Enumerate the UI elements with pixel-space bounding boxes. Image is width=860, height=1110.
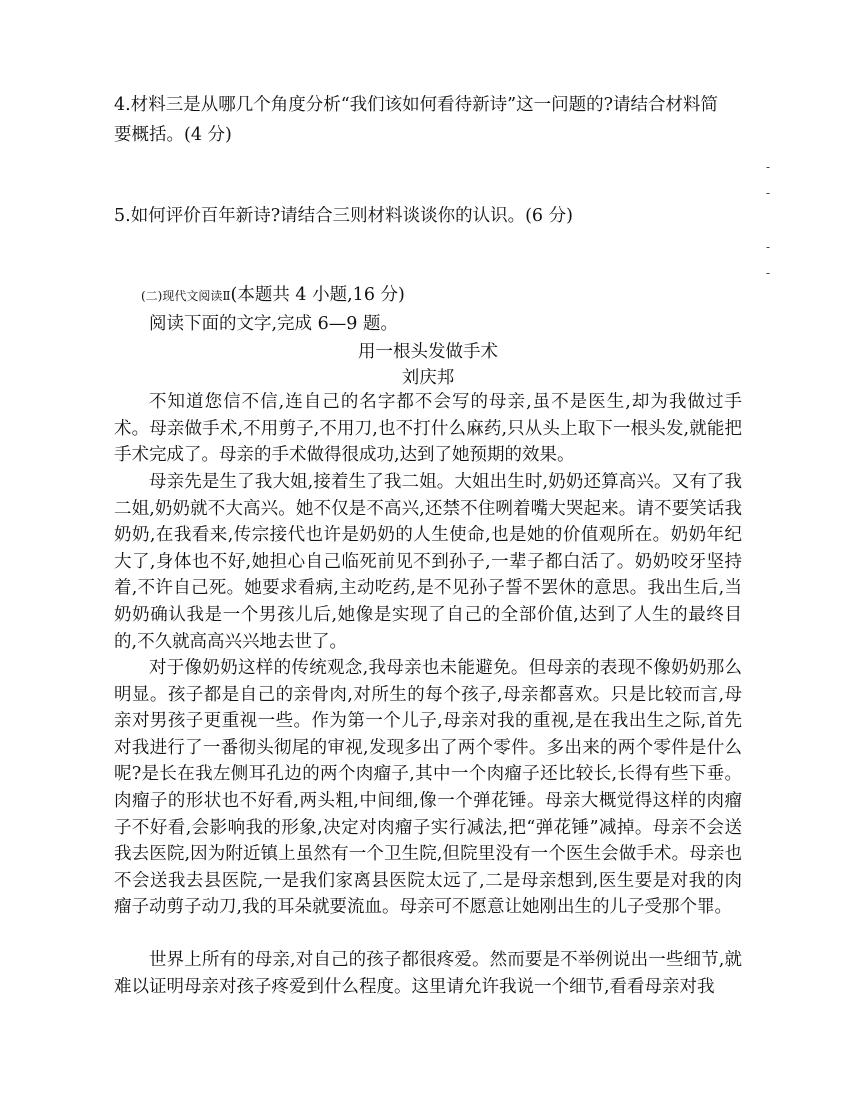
- question-4-line-1: 4.材料三是从哪几个角度分析“我们该如何看待新诗”这一问题的?请结合材料简: [114, 95, 718, 115]
- article-paragraph: 对于像奶奶这样的传统观念,我母亲也未能避免。但母亲的表现不像奶奶那么明显。孩子都是自己的亲骨肉,对所生的每个孩子,母亲都喜欢。只是比较而言,母亲对男孩子更重视一些。作为第一个儿子,母亲对我的重视,是在我出生之际,首先对我进行了一番彻头彻尾的审视,发现多出了两个零件。多出来的两个零件是什么呢?是长在我左侧耳孔边的两个肉瘤子,其中一个肉瘤子还比较长,长得有些下垂。肉瘤子的形状也不好看,两头粗,中间细,像一个弹花锤。母亲大概觉得这样的肉瘤子不好看,会影响我的形象,决定对肉瘤子实行减法,把“弹花锤”减掉。母亲不会送我去医院,因为附近镇上虽然有一个卫生院,但院里没有一个医生会做手术。母亲也不会送我去县医院,一是我们家离县医院太远了,二是母亲想到,医生要是对我的肉瘤子动剪子动刀,我的耳朵就要流血。母亲可不愿意让她刚出生的儿子受那个罪。: [114, 658, 742, 918]
- article-author: 刘庆邦: [401, 368, 455, 388]
- article-paragraph: 世界上所有的母亲,对自己的孩子都很疼爱。然而要是不举例说出一些细节,就难以证明母亲对孩子疼爱到什么程度。这里请允许我说一个细节,看看母亲对我: [114, 950, 742, 997]
- answer-line-mark: -: [766, 240, 771, 254]
- answer-line-mark: -: [766, 186, 771, 200]
- question-4-line-2: 要概括。(4 分): [114, 125, 232, 145]
- question-5: 5.如何评价百年新诗?请结合三则材料谈谈你的认识。(6 分): [114, 206, 573, 226]
- reading-instruction: 阅读下面的文字,完成 6—9 题。: [149, 314, 398, 334]
- section-heading-detail: (本题共 4 小题,16 分): [230, 285, 405, 305]
- section-heading: [141, 282, 781, 309]
- article-paragraph: 母亲先是生了我大姐,接着生了我二姐。大姐出生时,奶奶还算高兴。又有了我二姐,奶奶就不大高兴。她不仅是不高兴,还禁不住咧着嘴大哭起来。请不要笑话我奶奶,在我看来,传宗接代也许是奶奶的人生使命,也是她的价值观所在。奶奶年纪大了,身体也不好,她担心自己临死前见不到孙子,一辈子都白活了。奶奶咬牙坚持着,不许自己死。她要求看病,主动吃药,是不见孙子誓不罢休的意思。我出生后,当奶奶确认我是一个男孩儿后,她像是实现了自己的全部价值,达到了人生的最终目的,不久就高高兴兴地去世了。: [114, 472, 742, 652]
- article-paragraph: 不知道您信不信,连自己的名字都不会写的母亲,虽不是医生,却为我做过手术。母亲做手术,不用剪子,不用刀,也不打什么麻药,只从头上取下一根头发,就能把手术完成了。母亲的手术做得很成功,达到了她预期的效果。: [114, 392, 742, 466]
- article-title: 用一根头发做手术: [358, 342, 498, 362]
- answer-line-mark: -: [766, 266, 771, 280]
- section-heading-label: (二)现代文阅读Ⅱ: [141, 289, 231, 303]
- answer-line-mark: -: [766, 160, 771, 174]
